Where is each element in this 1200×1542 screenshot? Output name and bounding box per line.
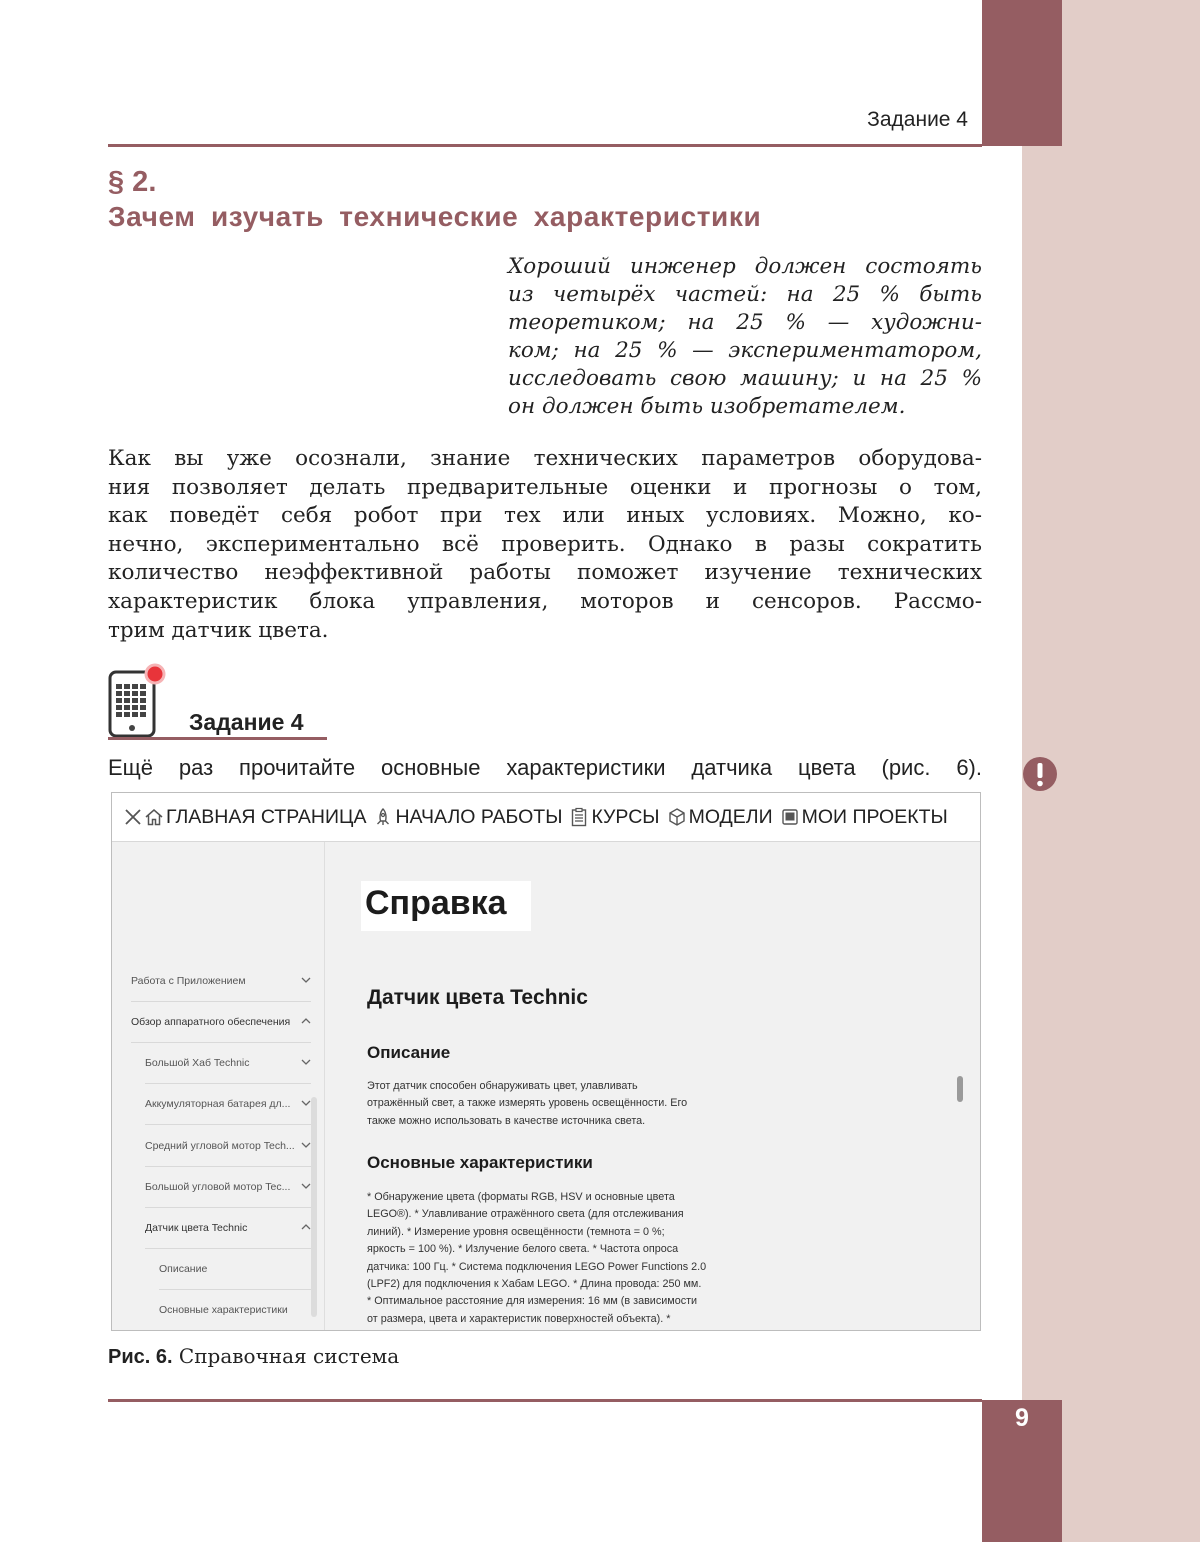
epigraph-line: исследовать свою машину; и на 25 % [508, 366, 982, 391]
task-rule [108, 737, 327, 740]
close-icon[interactable] [124, 806, 144, 828]
chevron-down-icon [301, 1141, 311, 1149]
epigraph-line: из четырёх частей: на 25 % быть [508, 282, 982, 307]
task-title: Задание 4 [189, 709, 304, 735]
chevron-down-icon [301, 1182, 311, 1190]
nav-home[interactable] [144, 806, 366, 829]
body-line: трим датчик цвета. [108, 617, 329, 643]
section-title: Зачем изучать технические характеристики [108, 201, 762, 232]
clipboard-icon [569, 807, 589, 827]
specs-heading: Основные характеристики [367, 1153, 593, 1172]
sidebar-item-label: Средний угловой мотор Tech... [145, 1140, 295, 1152]
nav-courses-label: КУРСЫ [591, 805, 660, 828]
epigraph [508, 253, 982, 421]
sidebar-item-medium-motor[interactable] [145, 1126, 311, 1167]
chevron-down-icon [301, 976, 311, 984]
nav-my-projects[interactable] [780, 806, 948, 829]
nav-my-projects-label: МОИ ПРОЕКТЫ [801, 805, 948, 828]
header-label: Задание 4 [867, 108, 968, 131]
body-line: как поведёт себя робот при тех или иных условиях. Можно, ко- [108, 503, 982, 529]
sidebar-item-label: Описание [159, 1263, 208, 1275]
sidebar-item-label: Основные характеристики [159, 1304, 288, 1316]
caption-text: Справочная система [178, 1344, 400, 1368]
nav-models-label: МОДЕЛИ [688, 805, 773, 828]
footer-rule [108, 1399, 982, 1402]
nav-getting-started-label: НАЧАЛО РАБОТЫ [395, 805, 563, 828]
description-line: также можно использовать в качестве источника света. [367, 1114, 646, 1127]
content-scrollbar[interactable] [957, 1076, 963, 1102]
body-line: ния позволяет делать предварительные оценки и прогнозы о том, [108, 474, 982, 500]
app-nav-bar [112, 793, 980, 842]
description-heading: Описание [367, 1043, 451, 1062]
sidebar-item-label: Большой Хаб Technic [145, 1057, 250, 1069]
nav-models[interactable] [667, 806, 773, 829]
page-number: 9 [1015, 1404, 1029, 1432]
figure-caption [108, 1344, 399, 1369]
chevron-down-icon [301, 1099, 311, 1107]
sidebar-item-large-hub[interactable] [145, 1043, 311, 1084]
specs-line: яркость = 100 %). * Излучение белого света. * Частота опроса [367, 1243, 679, 1256]
sidebar-item-large-motor[interactable] [145, 1167, 311, 1208]
specs-line: * Оптимальное расстояние для измерения: 16 мм (в зависимости [367, 1295, 698, 1308]
body-line: нечно, экспериментально всё проверить. Однако в разы сократить [108, 531, 982, 557]
tablet-keypad-icon [108, 662, 168, 742]
sidebar-item-color-sensor[interactable] [145, 1208, 311, 1249]
help-sidebar [112, 842, 325, 1330]
epigraph-line: ком; на 25 % — экспериментатором, [508, 338, 982, 363]
header-rule [108, 144, 982, 147]
body-line: количество неэффективной работы поможет изучение технических [108, 560, 982, 586]
sidebar-item-label: Аккумуляторная батарея дл... [145, 1098, 291, 1110]
rocket-icon [373, 807, 393, 827]
specs-line: от размера, цвета и характеристик поверхностей объекта). * [367, 1312, 671, 1325]
nav-courses[interactable] [569, 806, 659, 829]
chevron-up-icon [301, 1017, 311, 1025]
caption-label: Рис. 6. [108, 1346, 173, 1368]
specs-line: LEGO®). * Улавливание отражённого света (для отслеживания [367, 1208, 684, 1221]
specs-line: * Обнаружение цвета (форматы RGB, HSV и основные цвета [367, 1191, 675, 1203]
specs-text [367, 1189, 767, 1328]
sidebar-item-app-work[interactable] [131, 961, 311, 1002]
body-line: Как вы уже осознали, знание технических параметров оборудова- [108, 446, 982, 471]
help-content [325, 842, 980, 1330]
home-icon [144, 807, 164, 827]
help-title: Справка [365, 884, 507, 922]
epigraph-line: он должен быть изобретателем. [508, 394, 906, 419]
body-line: характеристик блока управления, моторов и сенсоров. Рассмо- [108, 588, 982, 614]
description-text [367, 1078, 747, 1130]
epigraph-line: теоретиком; на 25 % — художни- [508, 310, 982, 335]
sidebar-item-hardware[interactable] [131, 1002, 311, 1043]
specs-line: (LPF2) для подключения к Хабам LEGO. * Длина провода: 250 мм. [367, 1278, 702, 1291]
exclamation-icon [1022, 756, 1058, 796]
description-line: отражённый свет, а также измерять уровень освещённости. Его [367, 1097, 688, 1110]
sidebar-item-label: Датчик цвета Technic [145, 1222, 248, 1234]
body-paragraph [108, 445, 982, 645]
nav-getting-started[interactable] [373, 806, 562, 829]
help-system-screenshot [111, 792, 981, 1331]
sidebar-scrollbar[interactable] [311, 1097, 317, 1317]
sidebar-item-description[interactable] [159, 1249, 311, 1290]
header-tab [982, 0, 1062, 146]
chevron-up-icon [301, 1223, 311, 1231]
specs-line: датчика: 100 Гц. * Система подключения LEGO Power Functions 2.0 [367, 1260, 707, 1273]
sidebar-item-specs[interactable] [159, 1290, 311, 1330]
chevron-down-icon [301, 1058, 311, 1066]
cube-icon [667, 807, 687, 827]
task-text: Ещё раз прочитайте основные характеристики датчика цвета (рис. 6). [108, 755, 982, 780]
epigraph-line: Хороший инженер должен состоять [508, 254, 982, 279]
sidebar-item-label: Большой угловой мотор Tec... [145, 1181, 291, 1193]
specs-line: линий). * Измерение уровня освещённости (темнота = 0 %; [367, 1225, 665, 1238]
sidebar-item-label: Работа с Приложением [131, 975, 246, 987]
sidebar-item-battery[interactable] [145, 1084, 311, 1125]
section-number: § 2. [108, 166, 157, 198]
nav-home-label: ГЛАВНАЯ СТРАНИЦА [166, 805, 367, 828]
sensor-heading: Датчик цвета Technic [367, 986, 588, 1009]
sidebar-item-label: Обзор аппаратного обеспечения [131, 1016, 291, 1028]
description-line: Этот датчик способен обнаруживать цвет, улавливать [367, 1080, 638, 1092]
tablet-icon [780, 807, 800, 827]
